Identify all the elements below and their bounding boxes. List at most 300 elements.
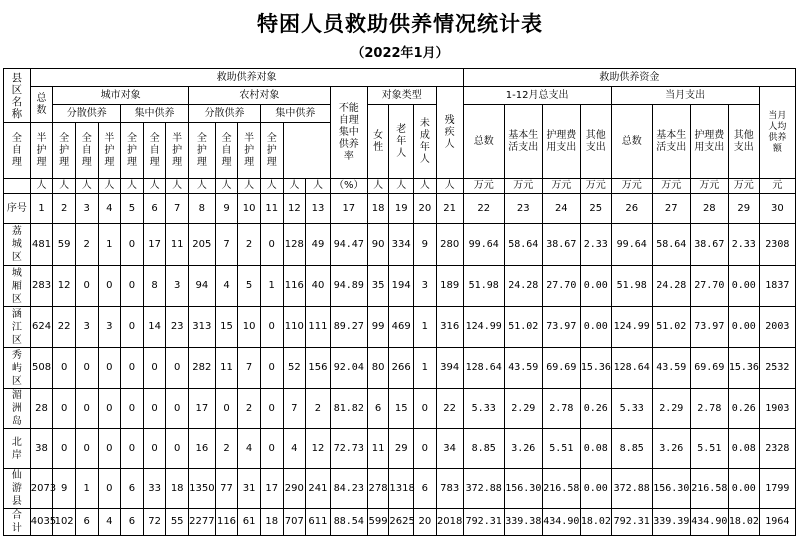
- table-body: [4, 194, 796, 536]
- data-cell: 69.69: [542, 348, 580, 389]
- header-monthly-care-fee: 护理费用支出: [690, 105, 728, 179]
- data-cell: 0.08: [580, 429, 611, 469]
- data-cell: 2308: [759, 224, 795, 266]
- index-cell: 4: [98, 194, 121, 224]
- data-cell: 35: [367, 266, 389, 307]
- data-cell: 58.64: [504, 224, 542, 266]
- data-cell: 2073: [30, 469, 53, 509]
- index-cell: 1: [30, 194, 53, 224]
- data-cell: 334: [389, 224, 414, 266]
- data-cell: 6: [121, 469, 144, 509]
- data-cell: 0: [121, 266, 144, 307]
- header-urban-central-full-care: 全护理: [121, 123, 144, 179]
- data-cell: 4: [283, 429, 306, 469]
- county-name: [4, 509, 31, 536]
- data-cell: 2.78: [542, 389, 580, 429]
- data-cell: 156.30: [652, 469, 690, 509]
- data-cell: 1318: [389, 469, 414, 509]
- data-cell: 59: [53, 224, 76, 266]
- data-cell: 17: [260, 469, 283, 509]
- data-cell: 280: [436, 224, 463, 266]
- index-cell: 19: [389, 194, 414, 224]
- unit-cell: 万元: [690, 179, 728, 194]
- data-cell: 116: [283, 266, 306, 307]
- data-cell: 2.78: [690, 389, 728, 429]
- data-cell: 11: [367, 429, 389, 469]
- header-urban-dispersed-full-self: 全自理: [4, 123, 31, 179]
- data-cell: 5: [238, 266, 261, 307]
- data-cell: 2.33: [728, 224, 759, 266]
- data-cell: 51.02: [652, 307, 690, 348]
- data-cell: 1350: [188, 469, 215, 509]
- data-cell: 38: [30, 429, 53, 469]
- data-cell: 0: [75, 266, 98, 307]
- data-cell: 0.00: [728, 266, 759, 307]
- data-cell: 22: [436, 389, 463, 429]
- data-cell: 23: [166, 307, 189, 348]
- index-cell: 26: [611, 194, 652, 224]
- data-cell: 2.33: [580, 224, 611, 266]
- index-cell: 10: [238, 194, 261, 224]
- data-cell: 394: [436, 348, 463, 389]
- header-female: 女性: [367, 105, 389, 179]
- header-rural-dispersed-full-care: 全护理: [188, 123, 215, 179]
- unit-cell: 人: [238, 179, 261, 194]
- unit-cell: 人: [283, 179, 306, 194]
- data-cell: 99.64: [611, 224, 652, 266]
- data-cell: 2625: [389, 509, 414, 536]
- data-cell: 278: [367, 469, 389, 509]
- table-row: [4, 509, 796, 536]
- unit-cell: 人: [260, 179, 283, 194]
- data-cell: 0.00: [728, 307, 759, 348]
- data-cell: 128.64: [611, 348, 652, 389]
- data-cell: 88.54: [330, 509, 367, 536]
- data-cell: 99.64: [463, 224, 504, 266]
- data-cell: 38.67: [542, 224, 580, 266]
- county-name-label: 合计: [11, 510, 22, 534]
- unit-cell: （%）: [330, 179, 367, 194]
- data-cell: 0: [166, 389, 189, 429]
- data-cell: 2003: [759, 307, 795, 348]
- unit-cell: 人: [389, 179, 414, 194]
- data-cell: 4: [238, 429, 261, 469]
- index-cell: 18: [367, 194, 389, 224]
- data-cell: 0: [260, 224, 283, 266]
- data-cell: 51.98: [463, 266, 504, 307]
- unit-cell: 人: [121, 179, 144, 194]
- data-cell: 51.98: [611, 266, 652, 307]
- page-subtitle: （2022年1月）: [351, 46, 449, 61]
- data-cell: 58.64: [652, 224, 690, 266]
- header-rural-central-half-care: 半护理: [238, 123, 261, 179]
- header-rural-dispersed-full-self: 全自理: [143, 123, 166, 179]
- data-cell: 12: [306, 429, 331, 469]
- data-cell: 1903: [759, 389, 795, 429]
- data-cell: 783: [436, 469, 463, 509]
- data-cell: 24.28: [504, 266, 542, 307]
- county-name-label: 秀屿区: [11, 349, 22, 387]
- header-per-capita: 当月人均供养额: [759, 87, 795, 179]
- county-name: [4, 266, 31, 307]
- data-cell: 72.73: [330, 429, 367, 469]
- data-cell: 316: [436, 307, 463, 348]
- data-cell: 0: [75, 429, 98, 469]
- county-name: [4, 429, 31, 469]
- data-cell: 0: [260, 429, 283, 469]
- data-cell: 18: [260, 509, 283, 536]
- data-cell: 27.70: [690, 266, 728, 307]
- data-cell: 0: [143, 348, 166, 389]
- data-cell: 1: [75, 469, 98, 509]
- header-monthly-other: 其他支出: [728, 105, 759, 179]
- data-cell: 18.02: [728, 509, 759, 536]
- header-minor: 未成年人: [414, 105, 437, 179]
- header-urban-dispersed: 分散供养: [53, 105, 121, 123]
- unit-cell: 人: [166, 179, 189, 194]
- data-cell: 4: [98, 509, 121, 536]
- data-cell: 11: [215, 348, 238, 389]
- county-name: [4, 389, 31, 429]
- data-cell: 339.39: [652, 509, 690, 536]
- data-cell: 49: [306, 224, 331, 266]
- county-name: [4, 307, 31, 348]
- data-cell: 77: [215, 469, 238, 509]
- index-cell: 5: [121, 194, 144, 224]
- data-cell: 5.51: [690, 429, 728, 469]
- header-object-type: 对象类型: [367, 87, 436, 105]
- unit-cell: 人: [306, 179, 331, 194]
- header-county: 县区名称: [4, 69, 31, 123]
- data-cell: 2: [75, 224, 98, 266]
- header-monthly-fund-total: 总数: [611, 105, 652, 179]
- header-annual-basic: 基本生活支出: [504, 105, 542, 179]
- data-cell: 0: [75, 348, 98, 389]
- index-cell: 25: [580, 194, 611, 224]
- data-cell: 189: [436, 266, 463, 307]
- data-cell: 4: [215, 266, 238, 307]
- header-urban-central-half-care: 半护理: [98, 123, 121, 179]
- data-cell: 5.33: [463, 389, 504, 429]
- data-cell: 0: [166, 348, 189, 389]
- data-cell: 92.04: [330, 348, 367, 389]
- header-urban: 城市对象: [53, 87, 189, 105]
- data-cell: 69.69: [690, 348, 728, 389]
- data-cell: 2: [238, 224, 261, 266]
- data-cell: 156.30: [504, 469, 542, 509]
- data-cell: 792.31: [611, 509, 652, 536]
- index-label: 序号: [4, 194, 31, 224]
- data-cell: 3.26: [504, 429, 542, 469]
- data-cell: 80: [367, 348, 389, 389]
- data-cell: 508: [30, 348, 53, 389]
- data-cell: 216.58: [690, 469, 728, 509]
- data-cell: 128: [283, 224, 306, 266]
- data-cell: 73.97: [690, 307, 728, 348]
- data-cell: 28: [30, 389, 53, 429]
- data-cell: 6: [367, 389, 389, 429]
- data-cell: 0.00: [728, 469, 759, 509]
- data-cell: 599: [367, 509, 389, 536]
- data-cell: 2: [306, 389, 331, 429]
- data-cell: 2277: [188, 509, 215, 536]
- header-urban-dispersed-half-care: 半护理: [30, 123, 53, 179]
- data-cell: 0.26: [580, 389, 611, 429]
- data-cell: 15.36: [728, 348, 759, 389]
- data-cell: 6: [75, 509, 98, 536]
- data-cell: 0: [166, 429, 189, 469]
- data-cell: 8: [143, 266, 166, 307]
- data-cell: 0: [260, 307, 283, 348]
- data-cell: 9: [53, 469, 76, 509]
- data-cell: 24.28: [652, 266, 690, 307]
- data-cell: 372.88: [463, 469, 504, 509]
- data-cell: 6: [121, 509, 144, 536]
- data-cell: 0: [98, 348, 121, 389]
- data-cell: 434.90: [690, 509, 728, 536]
- data-cell: 94.89: [330, 266, 367, 307]
- data-cell: 14: [143, 307, 166, 348]
- data-cell: 29: [389, 429, 414, 469]
- data-cell: 0: [260, 389, 283, 429]
- data-cell: 8.85: [611, 429, 652, 469]
- data-cell: 18: [166, 469, 189, 509]
- index-cell: 3: [75, 194, 98, 224]
- data-cell: 2.29: [504, 389, 542, 429]
- data-cell: 0: [75, 389, 98, 429]
- table-row: [4, 429, 796, 469]
- header-total: 总数: [30, 87, 53, 123]
- data-cell: 1964: [759, 509, 795, 536]
- data-cell: 27.70: [542, 266, 580, 307]
- data-cell: 116: [215, 509, 238, 536]
- header-disabled-rate: 不能自理集中供养率: [330, 87, 367, 179]
- unit-cell: 人: [143, 179, 166, 194]
- data-cell: 7: [215, 224, 238, 266]
- data-cell: 38.67: [690, 224, 728, 266]
- unit-cell: [4, 179, 31, 194]
- data-cell: 1: [414, 307, 437, 348]
- data-cell: 124.99: [611, 307, 652, 348]
- data-cell: 40: [306, 266, 331, 307]
- data-cell: 55: [166, 509, 189, 536]
- data-cell: 0: [143, 429, 166, 469]
- data-cell: 3.26: [652, 429, 690, 469]
- index-cell: 9: [215, 194, 238, 224]
- index-cell: 29: [728, 194, 759, 224]
- header-annual-care-fee: 护理费用支出: [542, 105, 580, 179]
- data-cell: 1: [414, 348, 437, 389]
- data-cell: 0: [215, 389, 238, 429]
- header-disabled: 残疾人: [436, 87, 463, 179]
- index-cell: 13: [306, 194, 331, 224]
- data-cell: 15: [215, 307, 238, 348]
- data-cell: 34: [436, 429, 463, 469]
- data-cell: 72: [143, 509, 166, 536]
- data-cell: 7: [283, 389, 306, 429]
- data-cell: 339.38: [504, 509, 542, 536]
- header-urban-centralized: 集中供养: [121, 105, 189, 123]
- data-cell: 16: [188, 429, 215, 469]
- data-cell: 313: [188, 307, 215, 348]
- data-cell: 0: [53, 429, 76, 469]
- data-cell: 0: [143, 389, 166, 429]
- unit-cell: 人: [53, 179, 76, 194]
- unit-cell: 万元: [504, 179, 542, 194]
- unit-cell: 人: [414, 179, 437, 194]
- unit-cell: 人: [75, 179, 98, 194]
- data-cell: 6: [414, 469, 437, 509]
- index-cell: 23: [504, 194, 542, 224]
- data-cell: 17: [143, 224, 166, 266]
- data-cell: 15: [389, 389, 414, 429]
- county-name: [4, 224, 31, 266]
- data-cell: 11: [166, 224, 189, 266]
- data-cell: 0.26: [728, 389, 759, 429]
- header-rural-centralized: 集中供养: [260, 105, 330, 123]
- data-cell: 110: [283, 307, 306, 348]
- data-cell: 707: [283, 509, 306, 536]
- index-cell: 22: [463, 194, 504, 224]
- data-cell: 10: [238, 307, 261, 348]
- data-cell: 0.00: [580, 266, 611, 307]
- data-cell: 156: [306, 348, 331, 389]
- index-cell: 17: [330, 194, 367, 224]
- index-cell: 11: [260, 194, 283, 224]
- data-cell: 0: [414, 389, 437, 429]
- index-row: [4, 194, 796, 224]
- data-cell: 0: [260, 348, 283, 389]
- data-cell: 0: [121, 307, 144, 348]
- data-cell: 90: [367, 224, 389, 266]
- header-rural-central-full-self: 全自理: [215, 123, 238, 179]
- county-name-label: 城厢区: [11, 267, 22, 305]
- unit-cell: 人: [215, 179, 238, 194]
- data-cell: 469: [389, 307, 414, 348]
- index-cell: 8: [188, 194, 215, 224]
- header-rural: 农村对象: [188, 87, 330, 105]
- data-cell: 624: [30, 307, 53, 348]
- header-urban-central-full-self: 全自理: [75, 123, 98, 179]
- data-cell: 3: [414, 266, 437, 307]
- unit-cell: 人: [188, 179, 215, 194]
- data-cell: 124.99: [463, 307, 504, 348]
- header-annual-other: 其他支出: [580, 105, 611, 179]
- data-cell: 51.02: [504, 307, 542, 348]
- data-cell: 2.29: [652, 389, 690, 429]
- statistics-table: [3, 68, 796, 536]
- data-cell: 31: [238, 469, 261, 509]
- county-name: [4, 469, 31, 509]
- header-support-funds: 救助供养资金: [463, 69, 795, 87]
- data-cell: 283: [30, 266, 53, 307]
- data-cell: 5.51: [542, 429, 580, 469]
- data-cell: 216.58: [542, 469, 580, 509]
- county-name-label: 仙游县: [11, 470, 22, 507]
- data-cell: 99: [367, 307, 389, 348]
- data-cell: 0.08: [728, 429, 759, 469]
- data-cell: 33: [143, 469, 166, 509]
- data-cell: 128.64: [463, 348, 504, 389]
- data-cell: 84.23: [330, 469, 367, 509]
- data-cell: 52: [283, 348, 306, 389]
- data-cell: 266: [389, 348, 414, 389]
- county-name-label: 涵江区: [11, 308, 22, 346]
- data-cell: 0: [98, 266, 121, 307]
- index-cell: 30: [759, 194, 795, 224]
- data-cell: 0: [414, 429, 437, 469]
- data-cell: 8.85: [463, 429, 504, 469]
- data-cell: 481: [30, 224, 53, 266]
- data-cell: 194: [389, 266, 414, 307]
- units-row: [4, 179, 796, 194]
- county-name-label: 北岸: [11, 436, 22, 461]
- data-cell: 3: [75, 307, 98, 348]
- data-cell: 3: [166, 266, 189, 307]
- data-cell: 9: [414, 224, 437, 266]
- data-cell: 792.31: [463, 509, 504, 536]
- data-cell: 1837: [759, 266, 795, 307]
- index-cell: 24: [542, 194, 580, 224]
- data-cell: 1: [98, 224, 121, 266]
- data-cell: 0: [98, 429, 121, 469]
- unit-cell: 万元: [652, 179, 690, 194]
- data-cell: 18.02: [580, 509, 611, 536]
- index-cell: 7: [166, 194, 189, 224]
- data-cell: 22: [53, 307, 76, 348]
- header-rural-central-full-care: 全护理: [260, 123, 283, 179]
- data-cell: 20: [414, 509, 437, 536]
- unit-cell: 万元: [611, 179, 652, 194]
- data-cell: 0.00: [580, 469, 611, 509]
- unit-cell: 人: [30, 179, 53, 194]
- data-cell: 1799: [759, 469, 795, 509]
- header-monthly-basic: 基本生活支出: [652, 105, 690, 179]
- data-cell: 2: [215, 429, 238, 469]
- data-cell: 372.88: [611, 469, 652, 509]
- index-cell: 2: [53, 194, 76, 224]
- unit-cell: 万元: [580, 179, 611, 194]
- data-cell: 0: [98, 389, 121, 429]
- index-cell: 27: [652, 194, 690, 224]
- header-rural-dispersed-half-care: 半护理: [166, 123, 189, 179]
- unit-cell: 万元: [542, 179, 580, 194]
- data-cell: 89.27: [330, 307, 367, 348]
- data-cell: 0: [121, 429, 144, 469]
- data-cell: 4035: [30, 509, 53, 536]
- data-cell: 0: [121, 389, 144, 429]
- data-cell: 2532: [759, 348, 795, 389]
- unit-cell: 人: [98, 179, 121, 194]
- data-cell: 3: [98, 307, 121, 348]
- data-cell: 0: [121, 224, 144, 266]
- county-name: [4, 348, 31, 389]
- data-cell: 434.90: [542, 509, 580, 536]
- data-cell: 0.00: [580, 307, 611, 348]
- table-row: [4, 389, 796, 429]
- index-cell: 20: [414, 194, 437, 224]
- table-row: [4, 266, 796, 307]
- data-cell: 2328: [759, 429, 795, 469]
- header-monthly-total: 当月支出: [611, 87, 759, 105]
- data-cell: 73.97: [542, 307, 580, 348]
- data-cell: 290: [283, 469, 306, 509]
- header-urban-dispersed-full-care: 全护理: [53, 123, 76, 179]
- data-cell: 15.36: [580, 348, 611, 389]
- table-row: [4, 348, 796, 389]
- header-support-objects: 救助供养对象: [30, 69, 463, 87]
- unit-cell: 万元: [728, 179, 759, 194]
